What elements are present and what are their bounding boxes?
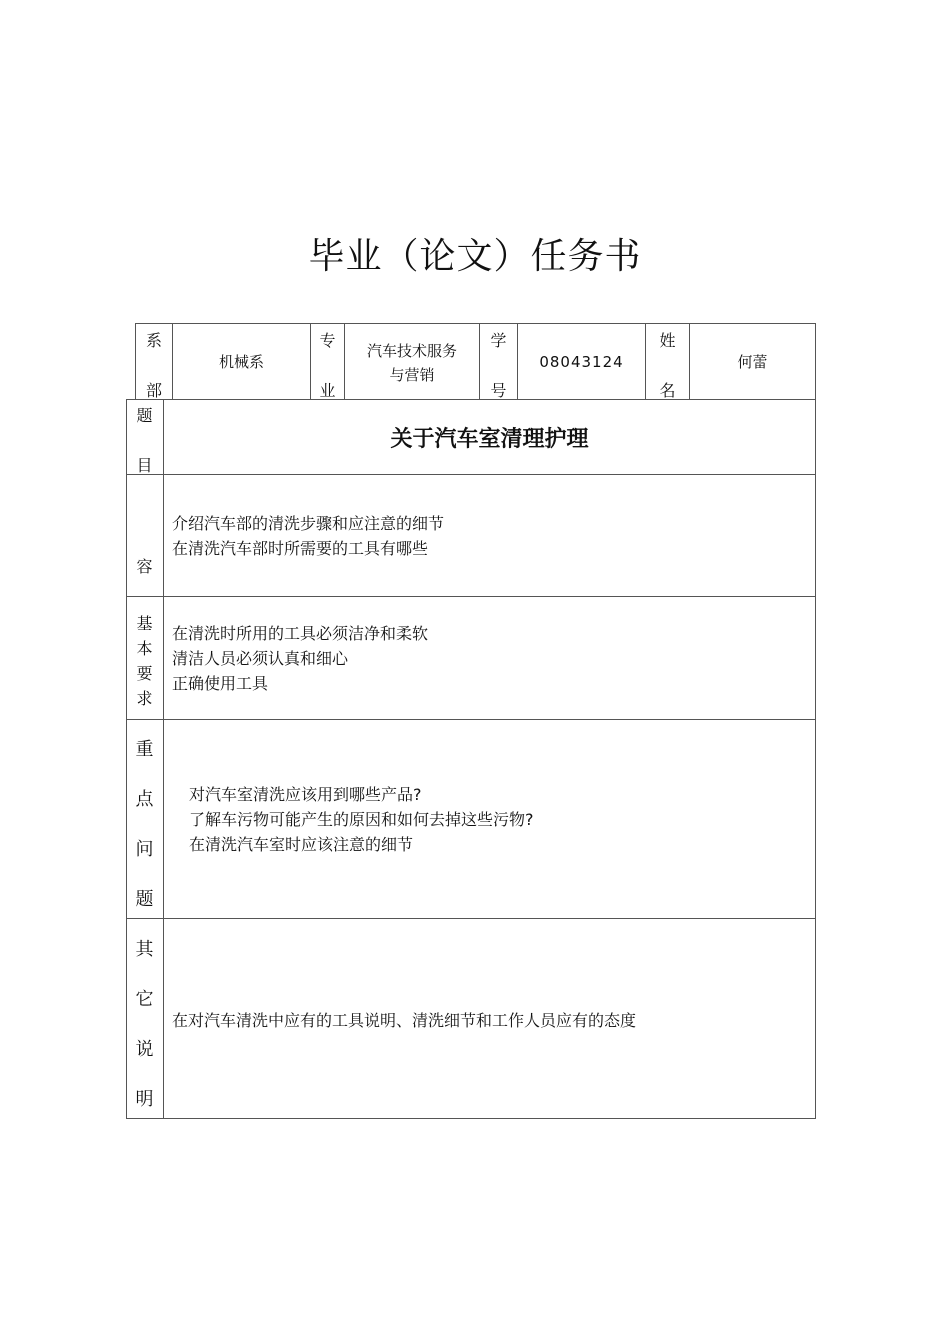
document-title: 毕业（论文）任务书 [308, 236, 642, 277]
requirements-text [172, 621, 802, 696]
topic-label-char: 目 [136, 456, 153, 475]
major-value-line: 与营销 [389, 366, 435, 384]
table-row-divider [126, 918, 816, 919]
requirements-line: 正确使用工具 [172, 674, 269, 693]
other-notes-label-char: 它 [135, 989, 154, 1010]
content-text [172, 511, 802, 561]
table-row-divider [126, 474, 816, 475]
student-id-value: 08043124 [539, 352, 624, 371]
topic-value: 关于汽车室清理护理 [390, 426, 589, 452]
requirements-label-char: 求 [136, 689, 153, 708]
key-issues-line: 在清洗汽车室时应该注意的细节 [189, 835, 414, 854]
major-value [345, 339, 479, 387]
key-issues-label-char: 题 [135, 889, 154, 910]
major-label-char: 专 [319, 331, 336, 350]
other-notes-label-char: 说 [135, 1039, 154, 1060]
requirements-line: 清洁人员必须认真和细心 [172, 649, 349, 668]
dept-label-char: 系 [145, 331, 162, 350]
other-notes-line: 在对汽车清洗中应有的工具说明、清洗细节和工作人员应有的态度 [172, 1011, 637, 1030]
key-issues-line: 了解车污物可能产生的原因和如何去掉这些污物? [189, 810, 534, 829]
other-notes-label-char: 明 [135, 1089, 154, 1110]
requirements-label-char: 基 [136, 614, 153, 633]
name-value: 何蕾 [737, 353, 768, 371]
name-label-char: 姓 [659, 331, 676, 350]
table-row-divider [126, 596, 816, 597]
other-notes-label-char: 其 [135, 939, 154, 960]
table-col-divider [163, 399, 164, 1119]
table-row-divider [126, 719, 816, 720]
table-border-bottom [126, 1118, 816, 1119]
student-id-label-char: 学 [490, 331, 507, 350]
content-label-char: 容 [136, 557, 153, 576]
requirements-label-char: 要 [136, 664, 153, 683]
key-issues-label-char: 重 [135, 739, 154, 760]
student-id-label-char: 号 [490, 381, 507, 400]
dept-label-char: 部 [145, 381, 162, 400]
topic-label-char: 题 [136, 406, 153, 425]
dept-value: 机械系 [218, 353, 264, 371]
requirements-line: 在清洗时所用的工具必须洁净和柔软 [172, 624, 429, 643]
table-border-right [815, 323, 816, 1119]
name-label-char: 名 [659, 381, 676, 400]
key-issues-label-char: 问 [135, 839, 154, 860]
major-label-char: 业 [319, 381, 336, 400]
key-issues-line: 对汽车室清洗应该用到哪些产品? [189, 785, 422, 804]
key-issues-text [189, 782, 804, 857]
other-notes-text [172, 1008, 802, 1033]
requirements-label-char: 本 [136, 639, 153, 658]
major-value-line: 汽车技术服务 [366, 342, 457, 360]
content-line: 介绍汽车部的清洗步骤和应注意的细节 [172, 514, 445, 533]
key-issues-label-char: 点 [135, 789, 154, 810]
content-line: 在清洗汽车部时所需要的工具有哪些 [172, 539, 429, 558]
